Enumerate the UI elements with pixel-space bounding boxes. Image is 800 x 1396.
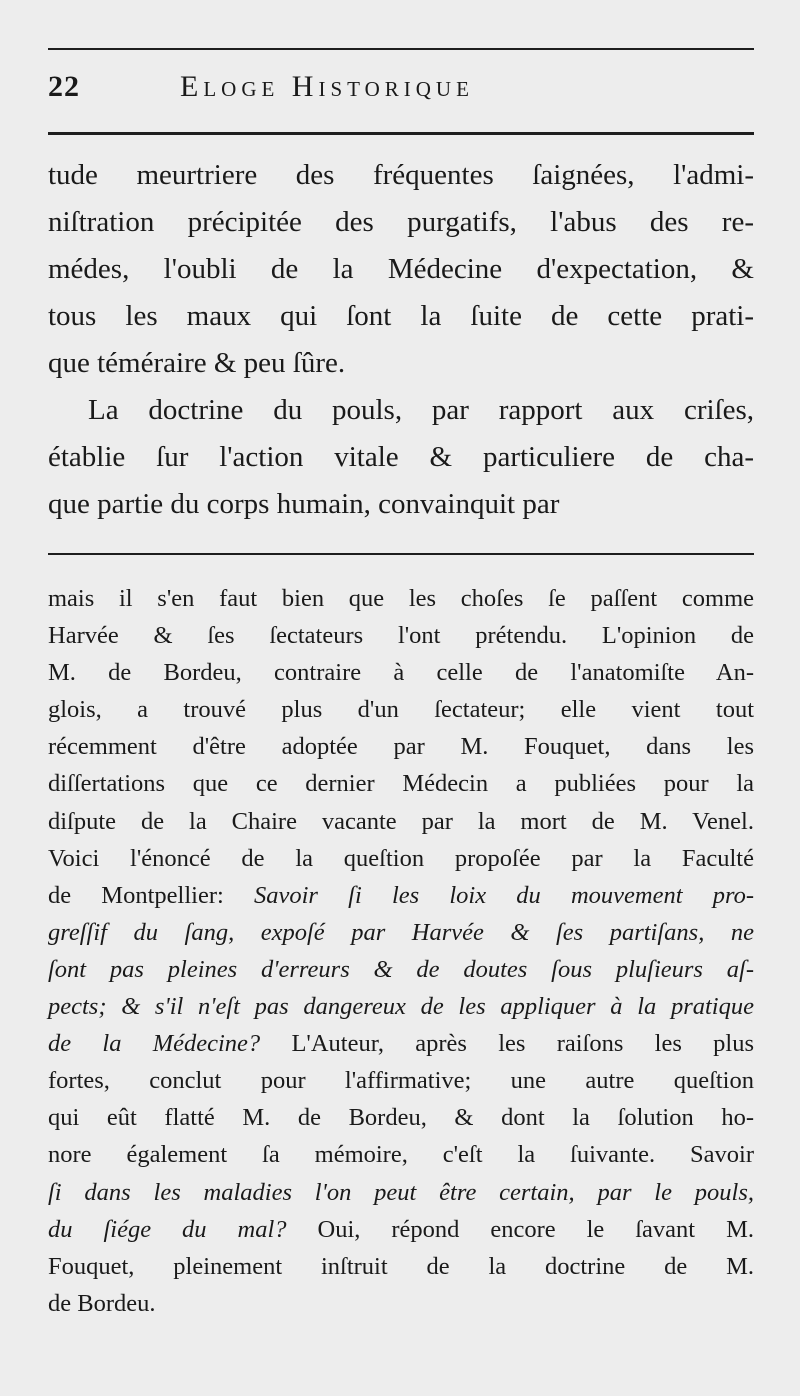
footnote-line [48, 580, 754, 617]
roman-text: Voici l'énoncé de la queſtion propoſée par la Faculté [48, 844, 754, 872]
footnote-line [48, 1211, 754, 1248]
roman-text: L'Auteur, après les raiſons les plus [291, 1030, 754, 1058]
footnote-line [48, 654, 754, 691]
footnote-separator [48, 553, 754, 555]
main-text-line: La doctrine du pouls, par rapport aux criſes, [88, 394, 754, 426]
roman-text: glois, a trouvé plus d'un ſectateur; elle vient tout [48, 696, 754, 724]
main-text-line: tude meurtriere des fréquentes ſaignées, l'admi- [48, 159, 754, 191]
page-number: 22 [48, 70, 80, 103]
footnote-line [48, 728, 754, 765]
italic-text: greſſif du ſang, expoſé par Harvée & ſes partiſans, ne [48, 918, 754, 946]
roman-text: fortes, conclut pour l'affirmative; une autre queſtion [48, 1067, 754, 1095]
footnote-line [48, 1136, 754, 1173]
footnote-line [48, 914, 754, 951]
italic-text: ſont pas pleines d'erreurs & de doutes ſous pluſieurs aſ- [48, 955, 754, 983]
italic-text: Savoir ſi les loix du mouvement pro- [253, 881, 754, 909]
main-text-line: établie ſur l'action vitale & particuliere de cha- [48, 441, 754, 473]
roman-text: Harvée & ſes ſectateurs l'ont prétendu. L'opinion de [48, 622, 754, 650]
main-text-line: médes, l'oubli de la Médecine d'expectation, & [48, 253, 754, 285]
italic-text: du ſiége du mal? [48, 1215, 318, 1243]
roman-text: récemment d'être adoptée par M. Fouquet, dans les [48, 733, 754, 761]
roman-text: de Bordeu. [48, 1289, 156, 1317]
footnote-line [48, 1248, 754, 1285]
top-rule [48, 48, 754, 50]
roman-text: qui eût flatté M. de Bordeu, & dont la ſolution ho- [48, 1104, 754, 1132]
main-text-line: que téméraire & peu ſûre. [48, 347, 346, 379]
roman-text: diſpute de la Chaire vacante par la mort de M. Venel. [48, 807, 754, 835]
main-text-line: que partie du corps humain, convainquit par [48, 488, 560, 520]
italic-text: pects; & s'il n'eſt pas dangereux de les appliquer à la pratique [48, 993, 754, 1021]
italic-text: de la Médecine? [48, 1030, 292, 1058]
footnote-block [48, 580, 754, 1322]
header-rule [48, 132, 754, 135]
footnote-line [48, 765, 754, 802]
roman-text: de Montpellier: [48, 881, 254, 909]
roman-text: diſſertations que ce dernier Médecin a publiées pour la [48, 770, 754, 798]
footnote-line [48, 1025, 754, 1062]
footnote-line [48, 877, 754, 914]
footnote-line [48, 988, 754, 1025]
running-title: Eloge Historique [180, 70, 474, 103]
footnote-line [48, 1099, 754, 1136]
roman-text: Fouquet, pleinement inſtruit de la doctrine de M. [48, 1252, 754, 1280]
main-text-line: tous les maux qui ſont la ſuite de cette prati- [48, 300, 754, 332]
main-text-line: niſtration précipitée des purgatifs, l'abus des re- [48, 206, 754, 238]
footnote-line [48, 1285, 754, 1322]
roman-text: M. de Bordeu, contraire à celle de l'anatomiſte An- [48, 659, 754, 687]
italic-text: ſi dans les maladies l'on peut être certain, par le pouls, [48, 1178, 754, 1206]
footnote-line [48, 803, 754, 840]
roman-text: mais il s'en faut bien que les choſes ſe paſſent comme [48, 585, 754, 612]
footnote-line [48, 840, 754, 877]
footnote-line [48, 1174, 754, 1211]
footnote-line [48, 617, 754, 654]
roman-text: Oui, répond encore le ſavant M. [317, 1215, 754, 1243]
roman-text: nore également ſa mémoire, c'eſt la ſuivante. Savoir [48, 1141, 754, 1169]
footnote-line [48, 1062, 754, 1099]
main-text-block [48, 152, 754, 528]
footnote-line [48, 691, 754, 728]
footnote-line [48, 951, 754, 988]
